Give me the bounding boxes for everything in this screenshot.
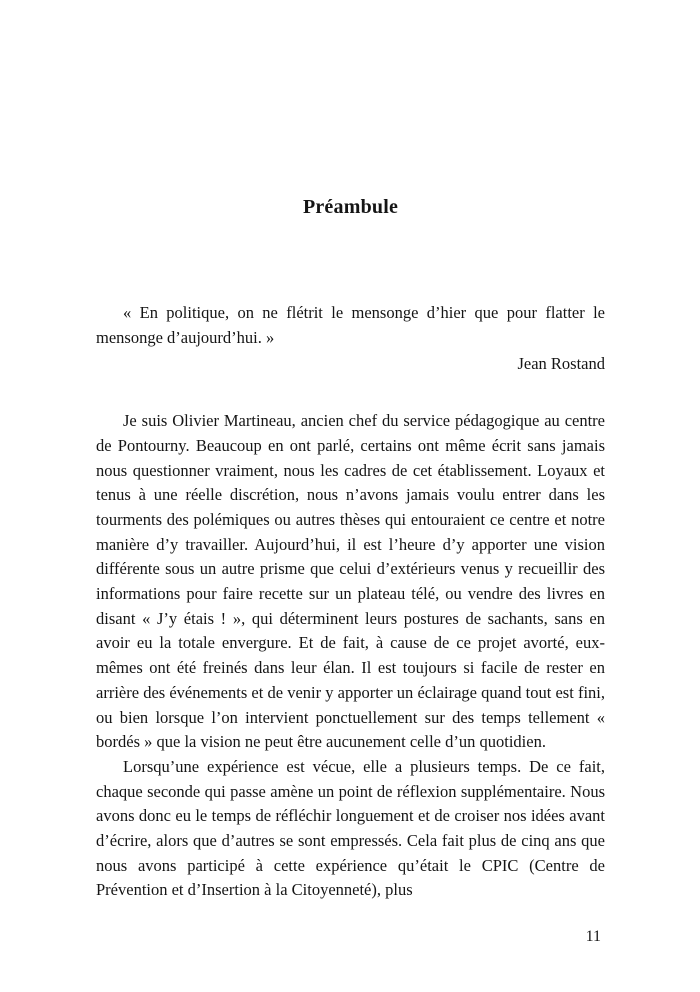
page-number: 11 bbox=[585, 928, 601, 945]
epigraph bbox=[96, 301, 605, 377]
body-text bbox=[96, 409, 605, 903]
paragraph: Je suis Olivier Martineau, ancien chef du service pédagogique au centre de Pontourny. Beaucoup en ont parlé, certains ont même écrit sans jamais nous questionner vraiment, nous les cadres de cet établissement. Loyaux et tenus à une réelle discrétion, nous n’avons jamais voulu entrer dans les tourments des polémiques ou autres thèses qui entouraient ce centre et notre manière d’y travailler. Aujourd’hui, il est l’heure d’y apporter une vision différente sous un autre prisme que celui d’extérieurs venus y recueillir des informations pour faire recette sur un plateau télé, ou vendre des livres en disant « J’y étais ! », qui déterminent leurs postures de sachants, sans en avoir eu la totale envergure. Et de fait, à cause de ce projet avorté, eux-mêmes ont été freinés dans leur élan. Il est toujours si facile de rester en arrière des événements et de venir y apporter un éclairage quand tout est fini, ou bien lorsque l’on intervient ponctuellement sur des temps tellement « bordés » que la vision ne peut être aucunement celle d’un quotidien. bbox=[96, 411, 605, 752]
epigraph-quote: « En politique, on ne flétrit le mensonge d’hier que pour flatter le mensonge d’aujourd’hui. » bbox=[96, 303, 605, 347]
paragraph: Lorsqu’une expérience est vécue, elle a plusieurs temps. De ce fait, chaque seconde qui passe amène un point de réflexion supplémentaire. Nous avons donc eu le temps de réfléchir longuement et de croiser nos idées avant d’écrire, alors que d’autres se sont empressés. Cela fait plus de cinq ans que nous avons participé à cette expérience qu’était le CPIC (Centre de Prévention et d’Insertion à la Citoyenneté), plus bbox=[96, 756, 605, 900]
epigraph-attribution: Jean Rostand bbox=[517, 354, 605, 374]
chapter-title: Préambule bbox=[302, 196, 399, 218]
